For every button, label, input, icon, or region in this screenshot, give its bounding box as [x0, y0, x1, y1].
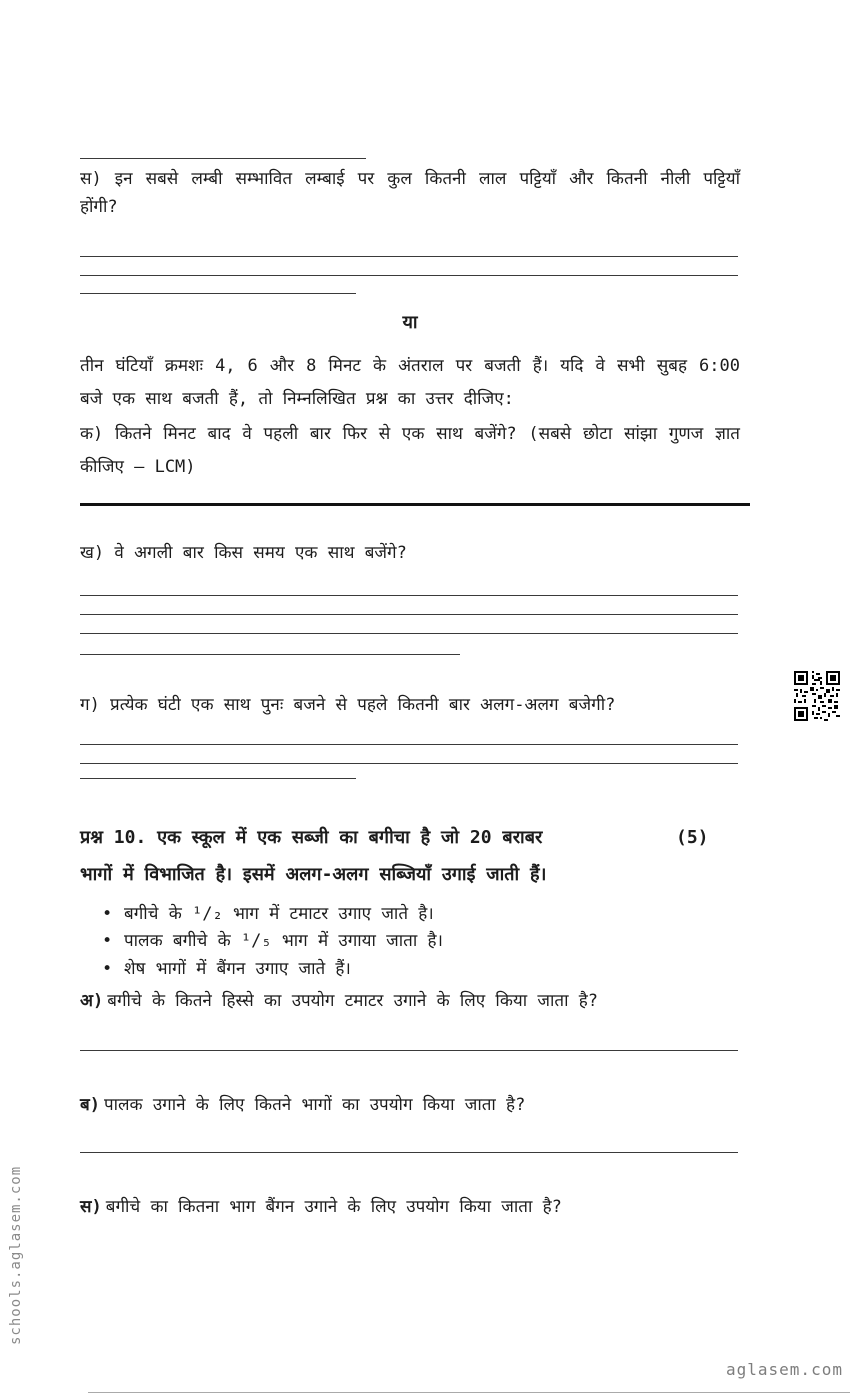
- question-10-marks: (5): [676, 827, 709, 848]
- part-text: बगीचे का कितना भाग बैंगन उगाने के लिए उपयोग किया जाता है?: [105, 1197, 562, 1217]
- answer-line: [80, 1152, 738, 1153]
- question-ga: ग) प्रत्येक घंटी एक साथ पुनः बजने से पहले कितनी बार अलग-अलग बजेगी?: [80, 695, 616, 715]
- bullet-icon: •: [102, 904, 113, 924]
- question-10-part-sa: [80, 1196, 740, 1220]
- answer-line: [80, 744, 738, 745]
- bullet-icon: •: [102, 958, 113, 979]
- bullet-item: [100, 930, 720, 953]
- bullet-text: शेष भागों में बैंगन उगाए जाते हैं।: [124, 958, 351, 979]
- watermark-left: schools.aglasem.com: [8, 1165, 24, 1345]
- bullet-icon: •: [102, 931, 113, 952]
- answer-line: [80, 763, 738, 764]
- question-10-part-a: [80, 990, 740, 1014]
- section-divider: [80, 503, 750, 506]
- part-label: ब): [80, 1095, 100, 1115]
- part-label: अ): [80, 991, 104, 1011]
- question-kha: ख) वे अगली बार किस समय एक साथ बजेंगे?: [80, 543, 407, 563]
- answer-line: [80, 158, 366, 159]
- answer-line: [80, 778, 356, 779]
- watermark-bottom-right: aglasem.com: [726, 1360, 843, 1379]
- bullet-text: पालक बगीचे के ¹/₅ भाग में उगाया जाता है।: [124, 931, 443, 952]
- answer-line: [80, 614, 738, 615]
- question-10-heading-line1: प्रश्न 10. एक स्कूल में एक सब्जी का बगीचा है जो 20 बराबर: [80, 827, 543, 848]
- question-10-bullets: [100, 903, 720, 985]
- answer-line: [80, 256, 738, 257]
- question-10-heading-line2: भागों में विभाजित है। इसमें अलग-अलग सब्जियाँ उगाई जाती हैं।: [80, 864, 547, 885]
- answer-line: [80, 633, 738, 634]
- answer-line: [80, 275, 738, 276]
- bullet-item: [100, 903, 720, 926]
- bells-question-intro: तीन घंटियाँ क्रमशः 4, 6 और 8 मिनट के अंतराल पर बजती हैं। यदि वे सभी सुबह 6:00 बजे एक साथ बजती हैं, तो निम्नलिखित प्रश्न का उत्तर दीजिए:: [80, 356, 740, 410]
- answer-line: [80, 293, 356, 294]
- question-ka: क) कितने मिनट बाद वे पहली बार फिर से एक साथ बजेंगे? (सबसे छोटा सांझा गुणज ज्ञात कीजिए – LCM): [80, 424, 740, 478]
- answer-line: [80, 654, 460, 655]
- question-10-part-b: [80, 1094, 740, 1118]
- part-text: पालक उगाने के लिए कितने भागों का उपयोग किया जाता है?: [103, 1095, 526, 1115]
- bullet-text: बगीचे के ¹/₂ भाग में टमाटर उगाए जाते है।: [124, 904, 434, 924]
- part-label: स): [80, 1197, 102, 1217]
- question-10-heading: [80, 825, 740, 850]
- page-bottom-rule: [88, 1392, 850, 1393]
- part-text: बगीचे के कितने हिस्से का उपयोग टमाटर उगाने के लिए किया जाता है?: [107, 991, 599, 1011]
- bullet-item: [100, 958, 720, 981]
- qr-code: [794, 671, 840, 721]
- answer-line: [80, 595, 738, 596]
- or-separator: या: [402, 312, 418, 333]
- answer-line: [80, 1050, 738, 1051]
- question-sa-strips: स) इन सबसे लम्बी सम्भावित लम्बाई पर कुल कितनी लाल पट्टियाँ और कितनी नीली पट्टियाँ होंगी?: [80, 169, 740, 218]
